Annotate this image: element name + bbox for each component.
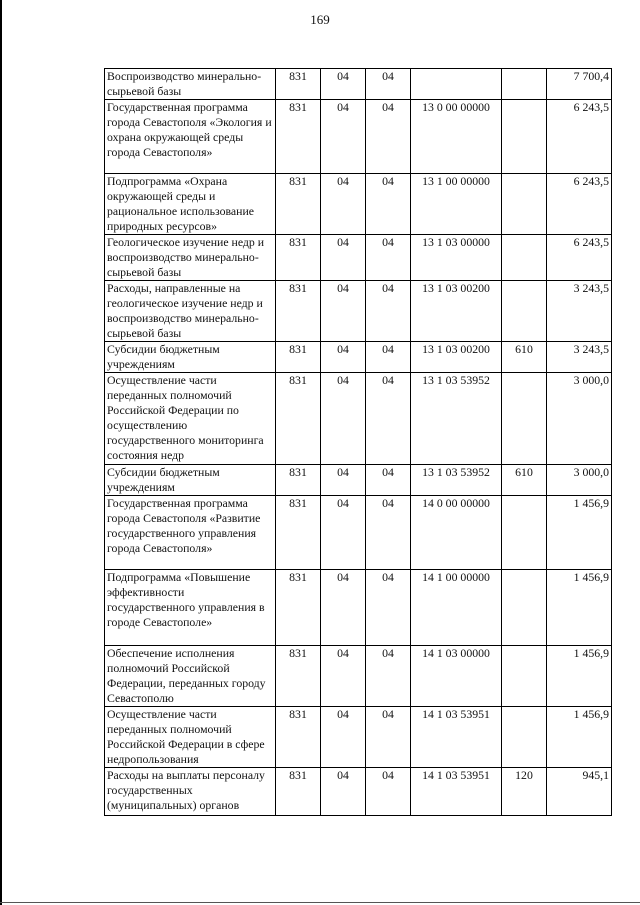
budget-table-body xyxy=(105,69,612,816)
cell-subsection-code: 04 xyxy=(366,707,411,768)
cell-name: Обеспечение исполнения полномочий Российской Федерации, переданных городу Севастополю xyxy=(105,646,276,707)
cell-name: Расходы на выплаты персоналу государственных (муниципальных) органов xyxy=(105,768,276,816)
cell-target-article: 13 1 03 00000 xyxy=(411,235,502,281)
cell-amount: 6 243,5 xyxy=(547,174,612,235)
cell-grbs-code: 831 xyxy=(276,465,321,496)
cell-section-code: 04 xyxy=(321,235,366,281)
cell-subsection-code: 04 xyxy=(366,174,411,235)
cell-name: Государственная программа города Севастополя «Экология и охрана окружающей среды города Севастополя» xyxy=(105,100,276,174)
cell-subsection-code: 04 xyxy=(366,235,411,281)
table-row xyxy=(105,235,612,281)
table-row xyxy=(105,373,612,465)
cell-section-code: 04 xyxy=(321,69,366,100)
cell-subsection-code: 04 xyxy=(366,373,411,465)
cell-grbs-code: 831 xyxy=(276,707,321,768)
cell-grbs-code: 831 xyxy=(276,570,321,646)
cell-section-code: 04 xyxy=(321,100,366,174)
cell-amount: 3 000,0 xyxy=(547,465,612,496)
cell-expense-type: 120 xyxy=(502,768,547,816)
table-row xyxy=(105,342,612,373)
cell-expense-type xyxy=(502,100,547,174)
cell-grbs-code: 831 xyxy=(276,100,321,174)
cell-section-code: 04 xyxy=(321,465,366,496)
cell-expense-type xyxy=(502,373,547,465)
cell-amount: 6 243,5 xyxy=(547,100,612,174)
cell-section-code: 04 xyxy=(321,174,366,235)
cell-target-article: 14 1 03 53951 xyxy=(411,768,502,816)
table-row xyxy=(105,100,612,174)
cell-section-code: 04 xyxy=(321,707,366,768)
cell-expense-type: 610 xyxy=(502,342,547,373)
cell-name: Подпрограмма «Охрана окружающей среды и рациональное использование природных ресурсов» xyxy=(105,174,276,235)
cell-target-article: 13 1 03 53952 xyxy=(411,373,502,465)
table-row xyxy=(105,768,612,816)
cell-section-code: 04 xyxy=(321,281,366,342)
cell-name: Подпрограмма «Повышение эффективности государственного управления в городе Севастополе» xyxy=(105,570,276,646)
cell-expense-type xyxy=(502,69,547,100)
cell-grbs-code: 831 xyxy=(276,174,321,235)
cell-target-article: 13 1 00 00000 xyxy=(411,174,502,235)
cell-grbs-code: 831 xyxy=(276,768,321,816)
cell-name: Субсидии бюджетным учреждениям xyxy=(105,342,276,373)
cell-section-code: 04 xyxy=(321,373,366,465)
cell-amount: 6 243,5 xyxy=(547,235,612,281)
cell-amount: 945,1 xyxy=(547,768,612,816)
cell-expense-type xyxy=(502,496,547,570)
cell-name: Геологическое изучение недр и воспроизводство минерально-сырьевой базы xyxy=(105,235,276,281)
cell-amount: 1 456,9 xyxy=(547,707,612,768)
cell-name: Осуществление части переданных полномочий Российской Федерации в сфере недропользования xyxy=(105,707,276,768)
cell-name: Расходы, направленные на геологическое изучение недр и воспроизводство минерально-сырьевой базы xyxy=(105,281,276,342)
cell-name: Осуществление части переданных полномочий Российской Федерации по осуществлению государственного мониторинга состояния недр xyxy=(105,373,276,465)
cell-expense-type xyxy=(502,174,547,235)
cell-subsection-code: 04 xyxy=(366,100,411,174)
cell-amount: 3 243,5 xyxy=(547,281,612,342)
page-bottom-edge xyxy=(0,902,640,903)
cell-grbs-code: 831 xyxy=(276,69,321,100)
cell-expense-type: 610 xyxy=(502,465,547,496)
cell-amount: 3 243,5 xyxy=(547,342,612,373)
cell-grbs-code: 831 xyxy=(276,496,321,570)
cell-subsection-code: 04 xyxy=(366,768,411,816)
cell-subsection-code: 04 xyxy=(366,570,411,646)
cell-subsection-code: 04 xyxy=(366,646,411,707)
cell-grbs-code: 831 xyxy=(276,342,321,373)
cell-amount: 1 456,9 xyxy=(547,646,612,707)
page-number: 169 xyxy=(310,12,330,27)
cell-subsection-code: 04 xyxy=(366,465,411,496)
table-row xyxy=(105,646,612,707)
cell-target-article: 13 1 03 00200 xyxy=(411,342,502,373)
cell-name: Государственная программа города Севастополя «Развитие государственного управления города Севастополя» xyxy=(105,496,276,570)
cell-expense-type xyxy=(502,646,547,707)
cell-section-code: 04 xyxy=(321,496,366,570)
cell-amount: 7 700,4 xyxy=(547,69,612,100)
cell-expense-type xyxy=(502,235,547,281)
cell-target-article: 14 1 00 00000 xyxy=(411,570,502,646)
cell-target-article: 14 0 00 00000 xyxy=(411,496,502,570)
cell-target-article xyxy=(411,69,502,100)
table-row xyxy=(105,69,612,100)
table-row xyxy=(105,174,612,235)
page-left-edge xyxy=(0,0,2,905)
cell-subsection-code: 04 xyxy=(366,281,411,342)
cell-grbs-code: 831 xyxy=(276,373,321,465)
cell-target-article: 14 1 03 00000 xyxy=(411,646,502,707)
table-row xyxy=(105,465,612,496)
cell-expense-type xyxy=(502,570,547,646)
cell-amount: 1 456,9 xyxy=(547,570,612,646)
cell-grbs-code: 831 xyxy=(276,281,321,342)
cell-amount: 3 000,0 xyxy=(547,373,612,465)
cell-expense-type xyxy=(502,281,547,342)
cell-subsection-code: 04 xyxy=(366,342,411,373)
cell-expense-type xyxy=(502,707,547,768)
cell-subsection-code: 04 xyxy=(366,69,411,100)
cell-target-article: 13 1 03 53952 xyxy=(411,465,502,496)
cell-name: Субсидии бюджетным учреждениям xyxy=(105,465,276,496)
cell-target-article: 14 1 03 53951 xyxy=(411,707,502,768)
cell-target-article: 13 1 03 00200 xyxy=(411,281,502,342)
cell-section-code: 04 xyxy=(321,570,366,646)
cell-name: Воспроизводство минерально-сырьевой базы xyxy=(105,69,276,100)
cell-amount: 1 456,9 xyxy=(547,496,612,570)
cell-grbs-code: 831 xyxy=(276,646,321,707)
table-row xyxy=(105,496,612,570)
table-row xyxy=(105,281,612,342)
budget-table xyxy=(104,68,612,816)
cell-grbs-code: 831 xyxy=(276,235,321,281)
table-row xyxy=(105,707,612,768)
cell-section-code: 04 xyxy=(321,342,366,373)
cell-target-article: 13 0 00 00000 xyxy=(411,100,502,174)
cell-subsection-code: 04 xyxy=(366,496,411,570)
cell-section-code: 04 xyxy=(321,768,366,816)
table-row xyxy=(105,570,612,646)
cell-section-code: 04 xyxy=(321,646,366,707)
